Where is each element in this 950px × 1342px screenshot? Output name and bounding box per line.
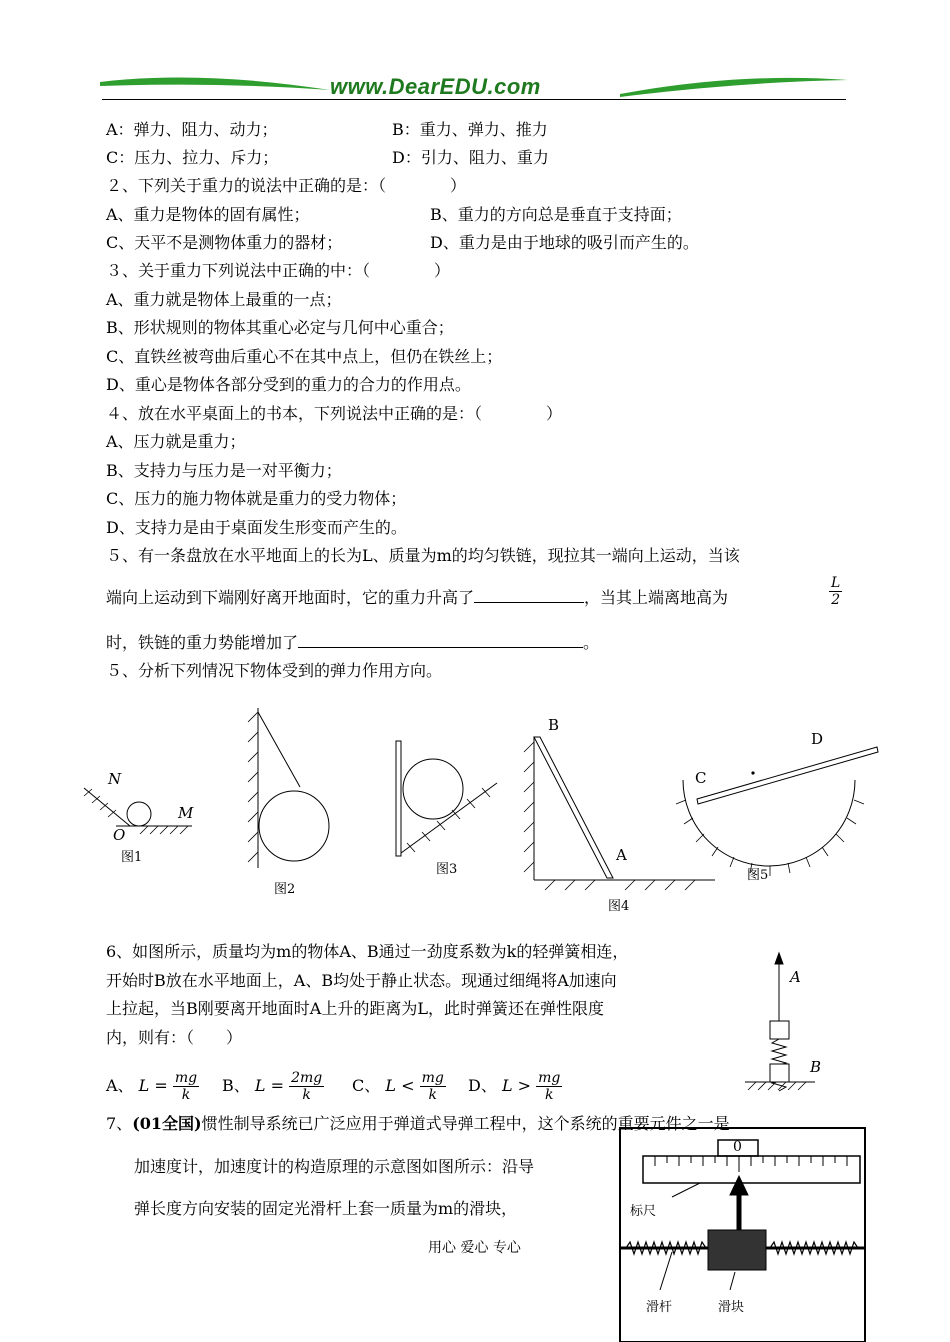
fig4-caption: 图4 — [608, 899, 630, 914]
q4-stem: ４、放在水平桌面上的书本，下列说法中正确的是：（ ） — [106, 404, 563, 423]
q6-frac-d — [536, 1070, 562, 1103]
q6-frac-a — [173, 1070, 199, 1103]
figure-4 — [524, 737, 715, 890]
frac-num: mg — [538, 1070, 561, 1086]
figure-5 — [676, 747, 878, 876]
figure-3 — [396, 741, 497, 856]
fig5-caption: 图5 — [747, 868, 769, 883]
q2-option-b: B、重力的方向总是垂直于支持面； — [430, 205, 682, 224]
q5a-line3 — [106, 633, 599, 653]
fig4-label-a: A — [616, 846, 627, 864]
figure-5-center-dot — [751, 771, 754, 774]
q7-line2: 加速度计，加速度计的构造原理的示意图如图所示：沿导 — [134, 1157, 535, 1176]
answer-blank-1[interactable] — [474, 588, 584, 603]
q6-option-a-label: A、 — [106, 1076, 134, 1095]
fraction-l-over-2 — [829, 575, 842, 608]
q2-option-a: A、重力是物体的固有属性； — [106, 205, 310, 224]
figure-1 — [84, 788, 192, 834]
q6-option-a — [106, 1070, 199, 1103]
q7-line3: 弹长度方向安装的固定光滑杆上套一质量为m的滑块， — [134, 1199, 518, 1218]
q6-option-b — [222, 1070, 324, 1103]
q1-option-c: C：压力、拉力、斥力； — [106, 148, 279, 167]
q6-line1: 6、如图所示，质量均为m的物体A、B通过一劲度系数为k的轻弹簧相连， — [106, 942, 629, 961]
q6-option-c-label: C、 — [352, 1076, 381, 1095]
q1-option-d: D：引力、阻力、重力 — [392, 148, 549, 167]
q6-var-l: L — [138, 1076, 150, 1095]
fig4-label-b: B — [548, 716, 560, 734]
q3-option-a: A、重力就是物体上最重的一点； — [106, 290, 342, 309]
q7-fig-zero: 0 — [733, 1139, 742, 1155]
figure-2 — [248, 708, 329, 868]
header-swoosh-right — [620, 78, 848, 97]
q3-option-d: D、重心是物体各部分受到的重力的合力的作用点。 — [106, 375, 471, 394]
q4-option-a: A、压力就是重力； — [106, 432, 246, 451]
fig5-label-c: C — [695, 769, 707, 787]
page-footer: 用心 爱心 专心 — [428, 1240, 521, 1256]
q6-line2: 开始时B放在水平地面上，A、B均处于静止状态。现通过细绳将A加速向 — [106, 971, 617, 990]
q6-figure — [745, 953, 815, 1091]
q6-fig-label-b: B — [810, 1058, 822, 1076]
header-swoosh-left — [100, 78, 330, 91]
q5a-line1: ５、有一条盘放在水平地面上的长为L、质量为m的均匀铁链，现拉其一端向上运动，当该 — [106, 546, 740, 565]
q3-stem: ３、关于重力下列说法中正确的中：（ ） — [106, 261, 451, 280]
q7-source: (01全国) — [132, 1114, 202, 1133]
q6-frac-c — [420, 1070, 446, 1103]
q4-option-b: B、支持力与压力是一对平衡力； — [106, 461, 342, 480]
q6-var-l: L — [501, 1076, 513, 1095]
q6-eq: = — [154, 1076, 168, 1095]
frac-den: k — [545, 1087, 554, 1103]
q6-lt: < — [401, 1076, 415, 1095]
q6-eq: = — [270, 1076, 284, 1095]
q1-option-b: B：重力、弹力、推力 — [392, 120, 548, 139]
q7-fig-ruler: 标尺 — [630, 1204, 657, 1219]
q6-line4: 内，则有：（ ） — [106, 1028, 243, 1047]
q5b-stem: ５、分析下列情况下物体受到的弹力作用方向。 — [106, 661, 443, 680]
q1-option-a: A：弹力、阻力、动力； — [106, 120, 278, 139]
q6-option-b-label: B、 — [222, 1076, 250, 1095]
fig3-caption: 图3 — [436, 862, 458, 877]
header-rule — [102, 99, 846, 100]
q2-stem: ２、下列关于重力的说法中正确的是：（ ） — [106, 176, 467, 195]
q4-option-c: C、压力的施力物体就是重力的受力物体； — [106, 489, 407, 508]
frac-num: mg — [421, 1070, 444, 1086]
fig1-label-m: M — [178, 804, 194, 822]
fraction-numerator: L — [831, 575, 841, 591]
fraction-denominator: 2 — [831, 592, 841, 608]
q6-var-l: L — [385, 1076, 396, 1095]
q7-fig-rod: 滑杆 — [646, 1300, 673, 1315]
q5a-line2 — [106, 588, 728, 608]
q5a-line2-post: ，当其上端离地高为 — [584, 588, 729, 607]
fig5-label-d: D — [811, 730, 824, 748]
q2-option-d: D、重力是由于地球的吸引而产生的。 — [430, 233, 699, 252]
q7-fig-block: 滑块 — [718, 1300, 745, 1315]
q6-gt: > — [517, 1076, 532, 1095]
q6-fig-label-a: A — [790, 968, 801, 986]
q2-option-c: C、天平不是测物体重力的器材； — [106, 233, 343, 252]
q6-line3: 上拉起，当B刚要离开地面时A上升的距离为L，此时弹簧还在弹性限度 — [106, 999, 604, 1018]
q6-option-d — [468, 1070, 562, 1103]
fig1-label-n: N — [108, 770, 122, 788]
frac-num: mg — [174, 1070, 198, 1086]
q7-line1 — [106, 1114, 730, 1134]
q3-option-b: B、形状规则的物体其重心必定与几何中心重合； — [106, 318, 454, 337]
frac-den: k — [428, 1087, 437, 1103]
q6-option-d-label: D、 — [468, 1076, 497, 1095]
q7-num: 7、 — [106, 1114, 133, 1133]
q5a-line3-pre: 时，铁链的重力势能增加了 — [106, 633, 299, 652]
q6-var-l: L — [254, 1076, 266, 1095]
q7-line1-text: 惯性制导系统已广泛应用于弹道式导弹工程中，这个系统的重要元件之一是 — [201, 1114, 730, 1133]
frac-den: k — [181, 1087, 191, 1103]
frac-den: k — [302, 1087, 311, 1103]
q6-option-c — [352, 1070, 446, 1103]
frac-num: 2mg — [291, 1070, 323, 1086]
q5a-line2-pre: 端向上运动到下端刚好离开地面时，它的重力升高了 — [106, 588, 475, 607]
site-logo: www.DearEDU.com — [330, 74, 541, 99]
fig1-label-o: O — [113, 826, 126, 844]
q4-option-d: D、支持力是由于桌面发生形变而产生的。 — [106, 518, 407, 537]
q5a-line3-post: 。 — [583, 633, 600, 652]
answer-blank-2[interactable] — [298, 633, 583, 648]
fig1-caption: 图1 — [121, 850, 143, 865]
q3-option-c: C、直铁丝被弯曲后重心不在其中点上，但仍在铁丝上； — [106, 347, 503, 366]
q6-frac-b — [289, 1070, 324, 1103]
fig2-caption: 图2 — [274, 882, 296, 897]
